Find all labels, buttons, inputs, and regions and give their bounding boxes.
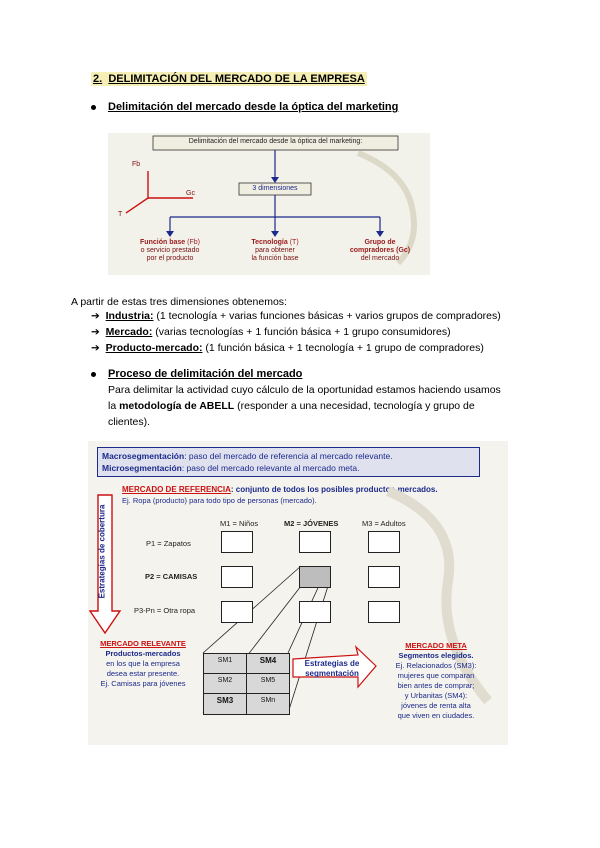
list-item-industria: ➔ Industria: (1 tecnología + varias funciones básicas + varios grupos de compradores) <box>91 310 501 322</box>
box-funcion-base: Función base (Fb) o servicio prestado por el producto <box>140 239 200 262</box>
segment-sm5: SM5 <box>260 677 276 684</box>
ref-market-title: MERCADO DE REFERENCIA: conjunto de todos los posibles productos-mercados. <box>122 485 438 494</box>
cell-p3-m3 <box>368 601 400 623</box>
segments-table <box>203 653 290 715</box>
segment-sm1: SM1 <box>217 657 233 664</box>
row-p1: P1 = Zapatos <box>146 539 191 548</box>
segmentation-definitions: Macrosegmentación: paso del mercado de referencia al mercado relevante. Microsegmentación: paso del mercado relevante al mercado meta. <box>97 447 480 477</box>
axis-fb-label: Fb <box>132 161 141 168</box>
box-tecnologia: Tecnología (T) para obtener la función base <box>251 239 299 262</box>
bullet-marketing <box>91 101 398 113</box>
col-m2: M2 = JÓVENES <box>284 519 339 528</box>
bullet-proceso <box>91 368 302 380</box>
heading-number: 2. <box>93 73 103 85</box>
cell-p1-m1 <box>221 531 253 553</box>
abell-paragraph: Para delimitar la actividad cuyo cálculo de la oportunidad estamos haciendo usamos la metodología de ABELL (responder a una necesidad, tecnología y grupo de clientes). <box>108 384 501 428</box>
diagram-title: Delimitación del mercado desde la óptica del marketing: <box>188 138 363 145</box>
intro-text: A partir de estas tres dimensiones obtenemos: <box>71 296 287 308</box>
cell-p3-m1 <box>221 601 253 623</box>
row-p3: P3-Pn = Otra ropa <box>134 606 196 615</box>
cell-p2-m1 <box>221 566 253 588</box>
bullet-text: Delimitación del mercado desde la óptica del marketing <box>108 101 399 113</box>
ref-market-example: Ej. Ropa (producto) para todo tipo de personas (mercado). <box>122 496 317 505</box>
cell-p2-m3 <box>368 566 400 588</box>
segmentation-strategies: Estrategias de segmentación <box>304 659 360 678</box>
coverage-strategies-label: Estrategias de cobertura <box>97 504 107 599</box>
relevant-market: MERCADO RELEVANTE Productos-mercados en los que la empresa desea estar presente. Ej. Camisas para jóvenes <box>100 639 186 688</box>
list-item-mercado: ➔ Mercado: (varias tecnologías + 1 función básica + 1 grupo consumidores) <box>91 326 451 338</box>
segment-sm3: SM3 <box>216 696 234 705</box>
row-p2: P2 = CAMISAS <box>145 572 198 581</box>
segment-sm4: SM4 <box>259 656 277 665</box>
cell-p3-m2 <box>299 601 331 623</box>
diagram-center: 3 dimensiones <box>252 185 298 192</box>
cell-p2-m2 <box>299 566 331 588</box>
abell-diagram <box>88 441 508 745</box>
delimitation-diagram <box>108 133 430 275</box>
target-market: MERCADO META Segmentos elegidos. Ej. Relacionados (SM3): mujeres que comparan bien antes de comprar; y Urbanitas (SM4): jóvenes de renta alta que viven en ciudades. <box>395 641 477 720</box>
axis-gc-label: Gc <box>186 190 195 197</box>
segment-smn: SMn <box>260 697 276 704</box>
section-heading <box>91 72 367 86</box>
col-m3: M3 = Adultos <box>362 519 406 528</box>
segment-sm2: SM2 <box>217 677 233 684</box>
axis-t-label: T <box>118 211 123 218</box>
list-item-producto-mercado: ➔ Producto-mercado: (1 función básica + 1 tecnología + 1 grupo de compradores) <box>91 342 484 354</box>
col-m1: M1 = Niños <box>220 519 259 528</box>
box-grupo-compradores: Grupo de compradores (Gc) del mercado <box>349 239 411 262</box>
cell-p1-m3 <box>368 531 400 553</box>
bullet-dot-icon <box>91 105 96 110</box>
cell-p1-m2 <box>299 531 331 553</box>
bullet-text: Proceso de delimitación del mercado <box>108 368 303 380</box>
heading-title: DELIMITACIÓN DEL MERCADO DE LA EMPRESA <box>108 73 365 85</box>
bullet-dot-icon <box>91 372 96 377</box>
